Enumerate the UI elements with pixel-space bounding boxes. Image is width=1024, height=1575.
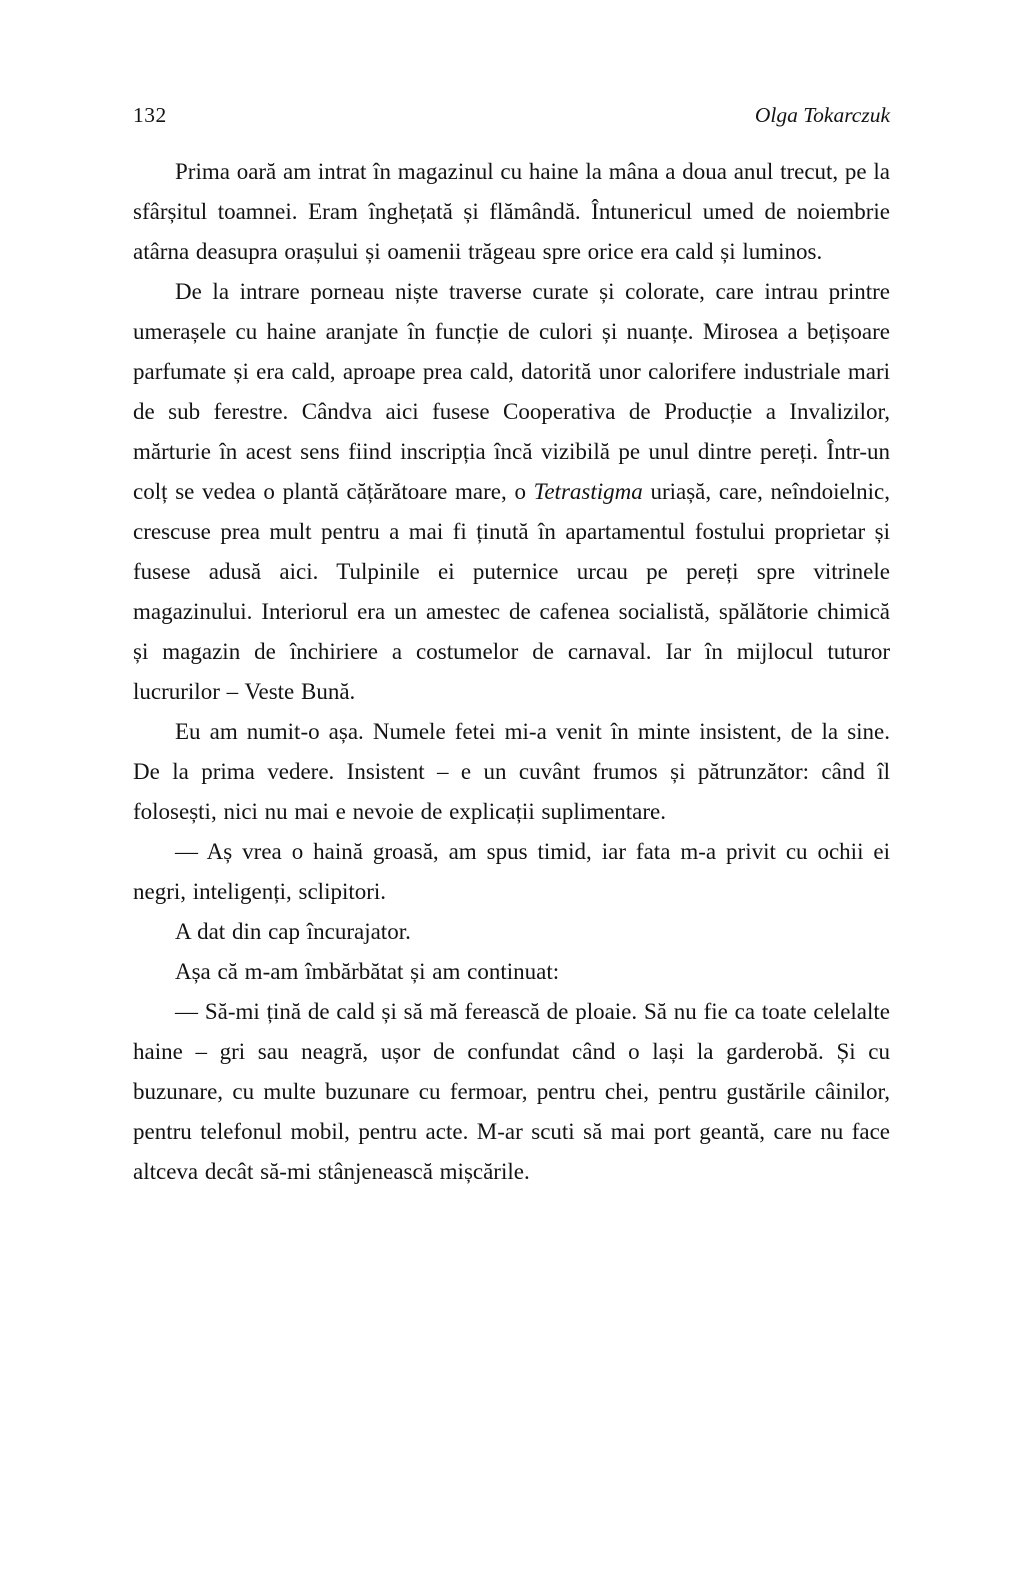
text-run: Prima oară am intrat în magazinul cu haine la mâna a doua anul trecut, pe la sfârșitul toamnei. Eram înghețată și flămândă. Întunericul umed de noiembrie atârna deasupra orașului și oamenii trăgeau spre orice era cald și luminos. <box>133 159 890 264</box>
body-text <box>133 152 890 1192</box>
text-run: De la intrare porneau niște traverse curate și colorate, care intrau printre umerașele cu haine aranjate în funcție de culori și nuanțe. Mirosea a bețișoare parfumate și era cald, aproape prea cald, datorită unor calorifere industriale mari de sub ferestre. Cândva aici fusese Cooperativa de Producție a Invalizilor, mărturie în acest sens fiind inscripția încă vizibilă pe unul dintre pereți. Într-un colț se vedea o plantă cățărătoare mare, o <box>133 279 890 504</box>
paragraph-dialogue <box>133 992 890 1192</box>
paragraph <box>133 152 890 272</box>
text-run-italic: Tetrastigma <box>533 479 643 504</box>
paragraph <box>133 712 890 832</box>
paragraph-dialogue <box>133 832 890 912</box>
text-run: Așa că m-am îmbărbătat și am continuat: <box>175 959 560 984</box>
paragraph <box>133 912 890 952</box>
text-run: A dat din cap încurajator. <box>175 919 411 944</box>
running-head <box>133 103 890 128</box>
paragraph <box>133 952 890 992</box>
text-run: Eu am numit-o așa. Numele fetei mi-a venit în minte insistent, de la sine. De la prima vedere. Insistent – e un cuvânt frumos și pătrunzător: când îl folosești, nici nu mai e nevoie de explicații suplimentare. <box>133 719 890 824</box>
page-number: 132 <box>133 103 167 127</box>
text-run: uriașă, care, neîndoielnic, crescuse prea mult pentru a mai fi ținută în apartamentul fostului proprietar și fusese adusă aici. Tulpinile ei puternice urcau pe pereți spre vitrinele magazinului. Interiorul era un amestec de cafenea socialistă, spălătorie chimică și magazin de închiriere a costumelor de carnaval. Iar în mijlocul tuturor lucrurilor – Veste Bună. <box>133 479 890 704</box>
paragraph <box>133 272 890 712</box>
text-run: — Să-mi țină de cald și să mă ferească de ploaie. Să nu fie ca toate celelalte haine – gri sau neagră, ușor de confundat când o lași la garderobă. Și cu buzunare, cu multe buzunare cu fermoar, pentru chei, pentru gustările câinilor, pentru telefonul mobil, pentru acte. M-ar scuti să mai port geantă, care nu face altceva decât să-mi stânjenească mișcările. <box>133 999 890 1184</box>
running-head-author: Olga Tokarczuk <box>754 103 890 127</box>
text-run: — Aș vrea o haină groasă, am spus timid, iar fata m-a privit cu ochii ei negri, inteligenți, sclipitori. <box>133 839 890 904</box>
